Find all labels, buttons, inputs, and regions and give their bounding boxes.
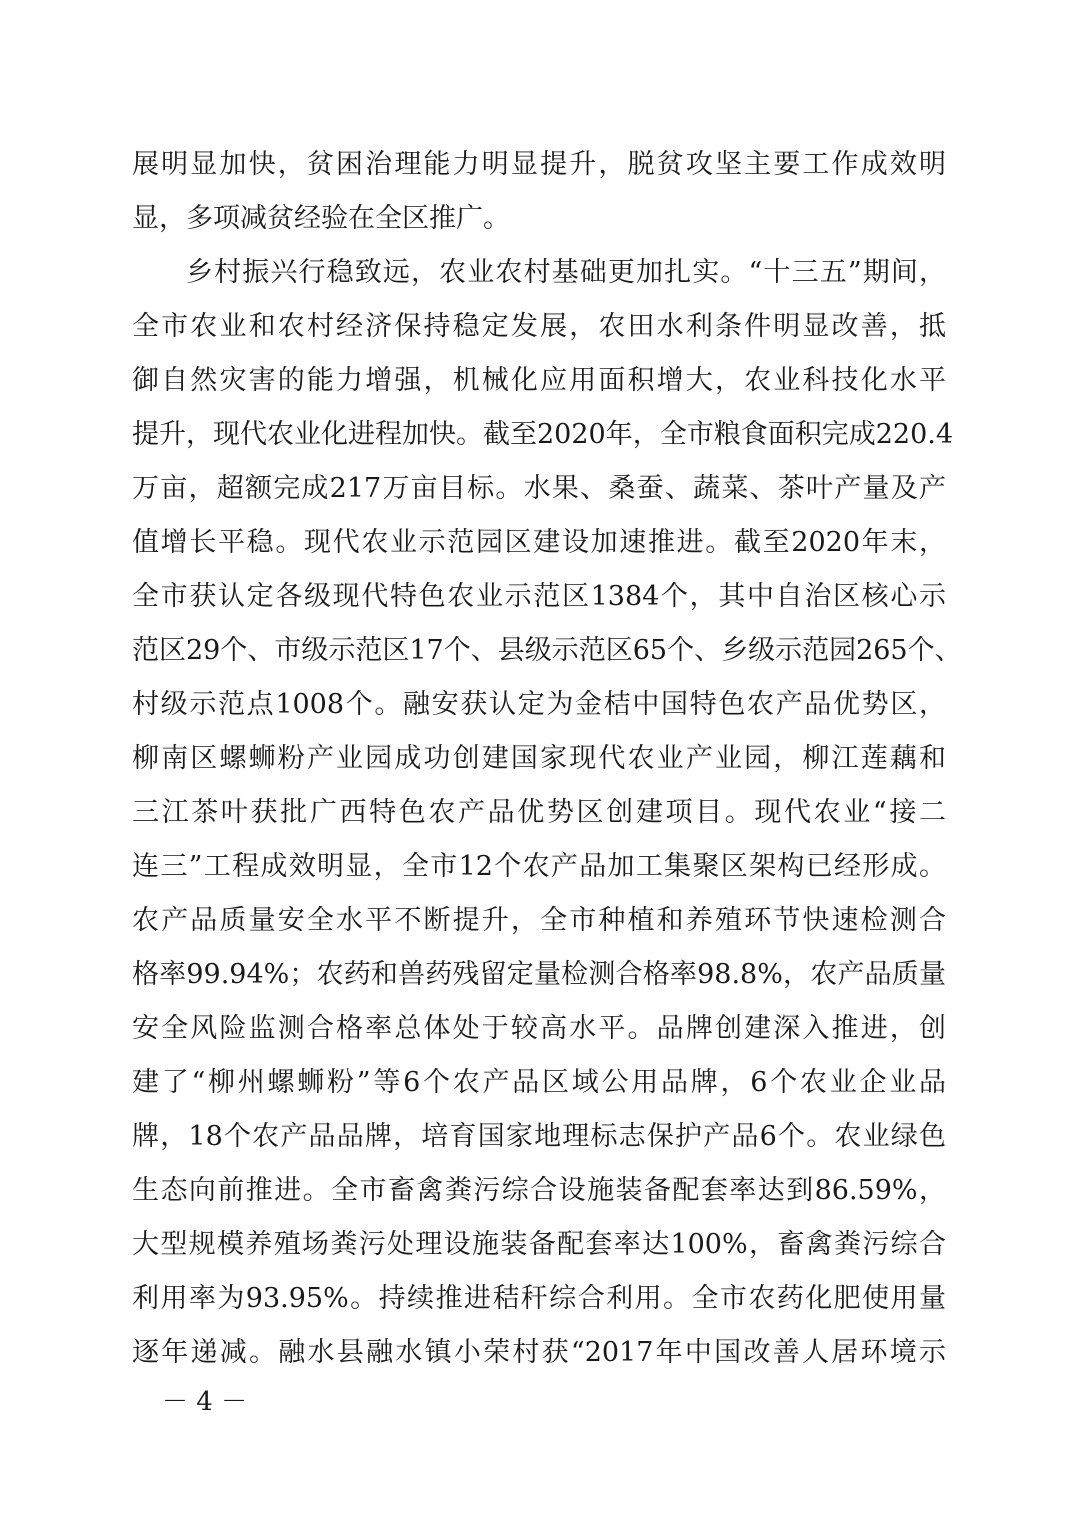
text-line: 大型规模养殖场粪污处理设施装备配套率达100%，畜禽粪污综合 (132, 1229, 946, 1260)
text-line: 利用率为93.95%。持续推进秸秆综合利用。全市农药化肥使用量 (132, 1283, 946, 1314)
page-number: － 4 － (162, 1387, 248, 1417)
text-line: 全市获认定各级现代特色农业示范区1384个，其中自治区核心示 (132, 581, 946, 612)
text-line: 逐年递减。融水县融水镇小荣村获“2017年中国改善人居环境示 (132, 1337, 946, 1368)
paragraph-first-line: 乡村振兴行稳致远，农业农村基础更加扎实。“十三五”期间， (186, 257, 946, 288)
text-line: 农产品质量安全水平不断提升，全市种植和养殖环节快速检测合 (132, 905, 946, 936)
text-line: 万亩，超额完成217万亩目标。水果、桑蚕、蔬菜、茶叶产量及产 (132, 473, 946, 504)
text-line: 牌，18个农产品品牌，培育国家地理标志保护产品6个。农业绿色 (132, 1121, 946, 1152)
text-line: 提升，现代农业化进程加快。截至2020年，全市粮食面积完成220.4 (132, 419, 954, 450)
text-line: 柳南区螺蛳粉产业园成功创建国家现代农业产业园，柳江莲藕和 (132, 743, 946, 774)
body-text (132, 138, 962, 1380)
text-line: 范区29个、市级示范区17个、县级示范区65个、乡级示范园265个、 (132, 635, 962, 666)
text-line: 显，多项减贫经验在全区推广。 (132, 203, 510, 234)
text-line: 安全风险监测合格率总体处于较高水平。品牌创建深入推进，创 (132, 1013, 946, 1044)
text-line: 建了“柳州螺蛳粉”等6个农产品区域公用品牌，6个农业企业品 (132, 1067, 946, 1098)
text-line: 御自然灾害的能力增强，机械化应用面积增大，农业科技化水平 (132, 365, 946, 396)
text-line: 全市农业和农村经济保持稳定发展，农田水利条件明显改善，抵 (132, 311, 946, 342)
text-line: 连三”工程成效明显，全市12个农产品加工集聚区架构已经形成。 (132, 851, 946, 882)
text-line: 村级示范点1008个。融安获认定为金桔中国特色农产品优势区， (132, 689, 946, 720)
text-line: 值增长平稳。现代农业示范园区建设加速推进。截至2020年末， (132, 527, 946, 558)
text-line: 生态向前推进。全市畜禽粪污综合设施装备配套率达到86.59%， (132, 1175, 946, 1206)
text-line: 三江茶叶获批广西特色农产品优势区创建项目。现代农业“接二 (132, 797, 946, 828)
text-line: 展明显加快，贫困治理能力明显提升，脱贫攻坚主要工作成效明 (132, 149, 946, 180)
text-line: 格率99.94%；农药和兽药残留定量检测合格率98.8%，农产品质量 (132, 959, 946, 990)
